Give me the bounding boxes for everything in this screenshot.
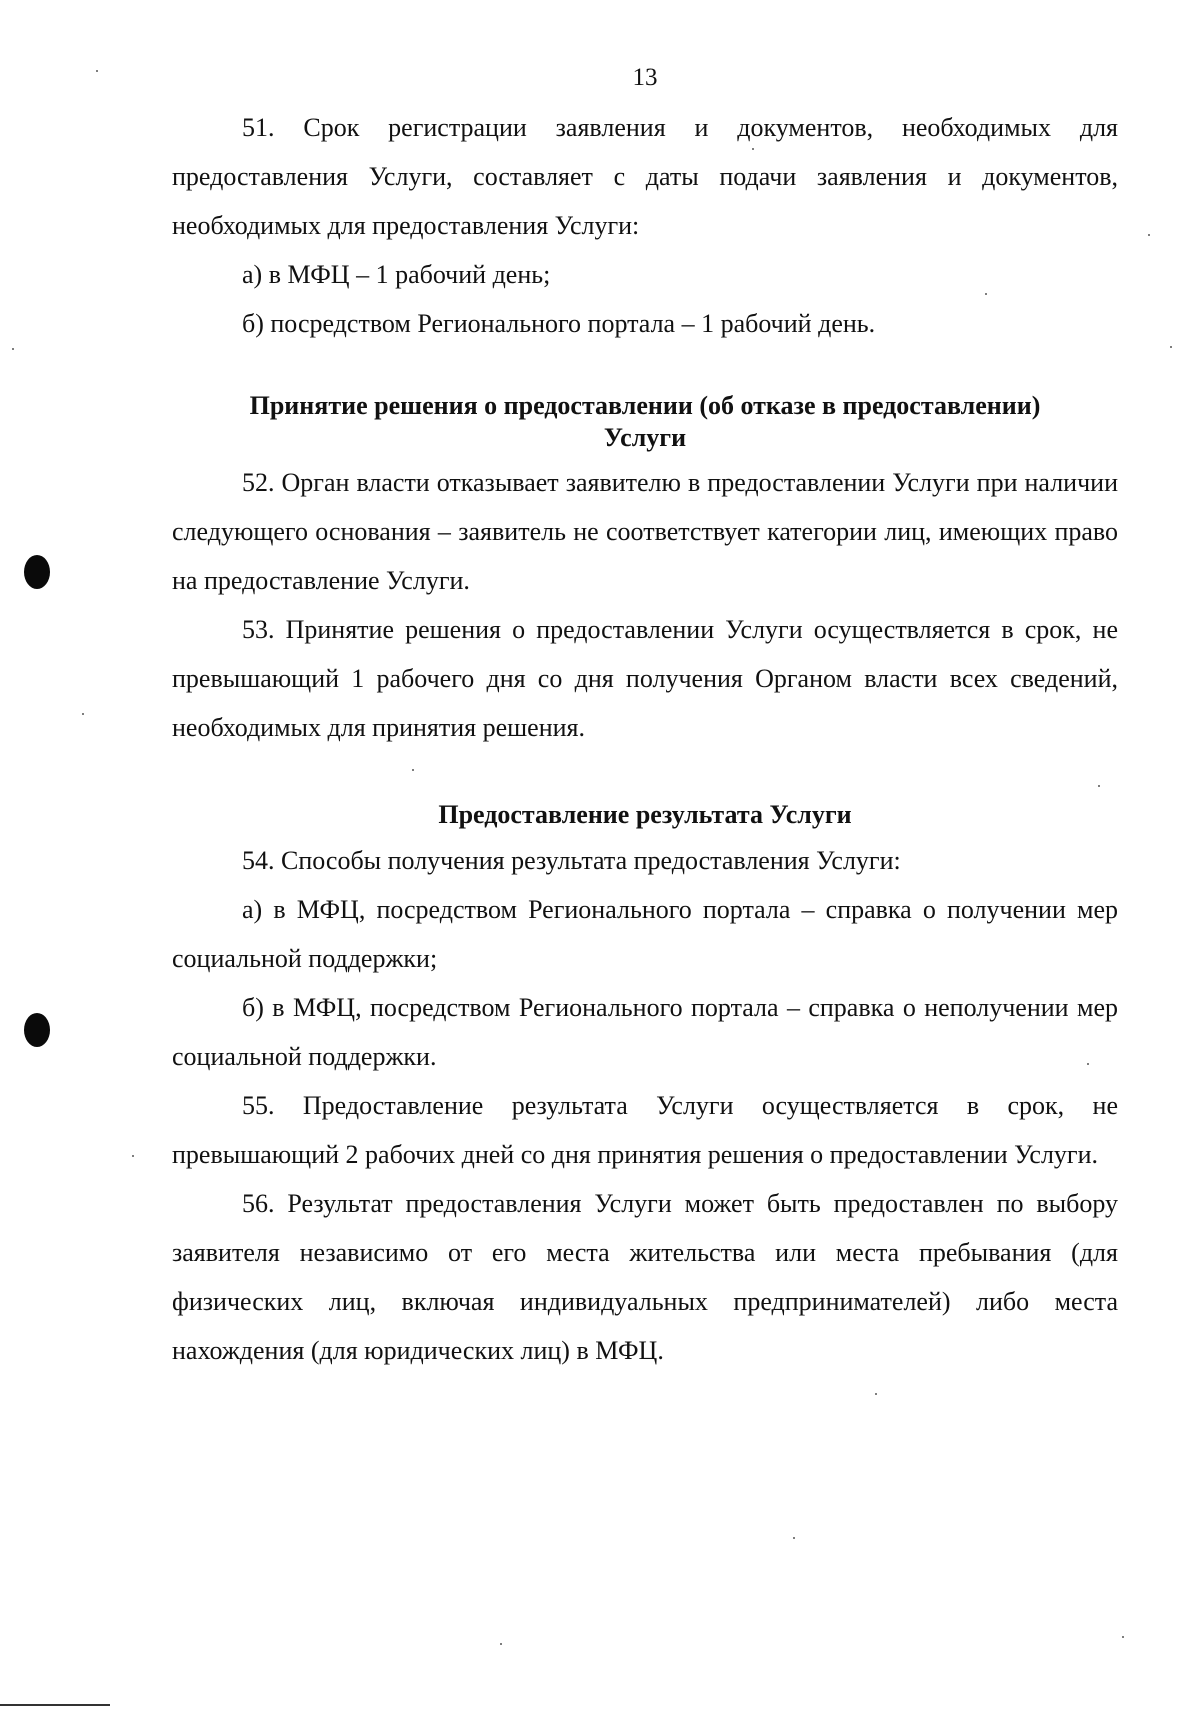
paragraph-51-item-a: а) в МФЦ – 1 рабочий день; xyxy=(242,260,551,289)
scan-speck xyxy=(1087,1063,1089,1065)
paragraph-54: 54. Способы получения результата предоставления Услуги: xyxy=(242,846,901,875)
paragraph-51: 51. Срок регистрации заявления и документов, необходимых для предоставления Услуги, составляет с даты подачи заявления и документов, необходимых для предоставления Услуги: xyxy=(172,113,1118,240)
paragraph-52: 52. Орган власти отказывает заявителю в предоставлении Услуги при наличии следующего основания – заявитель не соответствует категории лиц, имеющих право на предоставление Услуги. xyxy=(172,468,1118,595)
scan-speck xyxy=(12,348,14,350)
section-heading-decision xyxy=(172,390,1118,454)
scan-speck xyxy=(752,148,754,150)
page-number: 13 xyxy=(632,64,658,91)
paragraph-53: 53. Принятие решения о предоставлении Услуги осуществляется в срок, не превышающий 1 рабочего дня со дня получения Органом власти всех сведений, необходимых для принятия решения. xyxy=(172,615,1118,742)
scan-speck xyxy=(875,1393,877,1395)
scan-speck xyxy=(82,713,84,715)
section-heading-decision-line2: Услуги xyxy=(603,423,687,452)
scan-speck xyxy=(1122,1636,1124,1638)
scan-speck xyxy=(985,293,987,295)
paragraph-54-item-b: б) в МФЦ, посредством Регионального портала – справка о неполучении мер социальной поддержки. xyxy=(172,993,1118,1071)
paragraph-54-item-a: а) в МФЦ, посредством Регионального портала – справка о получении мер социальной поддержки; xyxy=(172,895,1118,973)
scan-speck xyxy=(793,1537,795,1539)
scan-speck xyxy=(96,70,98,72)
section-heading-decision-line1: Принятие решения о предоставлении (об отказе в предоставлении) xyxy=(249,391,1041,420)
scan-edge-mark xyxy=(0,1704,110,1706)
scan-speck xyxy=(500,1643,502,1645)
paragraph-55: 55. Предоставление результата Услуги осуществляется в срок, не превышающий 2 рабочих дней со дня принятия решения о предоставлении Услуги. xyxy=(172,1091,1118,1169)
paragraph-51-item-b: б) посредством Регионального портала – 1 рабочий день. xyxy=(242,309,876,338)
section-heading-result: Предоставление результата Услуги xyxy=(438,800,852,829)
scan-speck xyxy=(1170,346,1172,348)
binder-hole-lower xyxy=(24,1013,50,1047)
scan-speck xyxy=(412,769,414,771)
scan-speck xyxy=(132,1155,134,1157)
scan-speck xyxy=(1148,234,1150,236)
paragraph-56: 56. Результат предоставления Услуги может быть предоставлен по выбору заявителя независимо от его места жительства или места пребывания (для физических лиц, включая индивидуальных предпринимателей) либо места нахождения (для юридических лиц) в МФЦ. xyxy=(172,1189,1118,1365)
document-body xyxy=(172,103,1118,1375)
scan-speck xyxy=(1098,785,1100,787)
binder-hole-upper xyxy=(24,555,50,589)
